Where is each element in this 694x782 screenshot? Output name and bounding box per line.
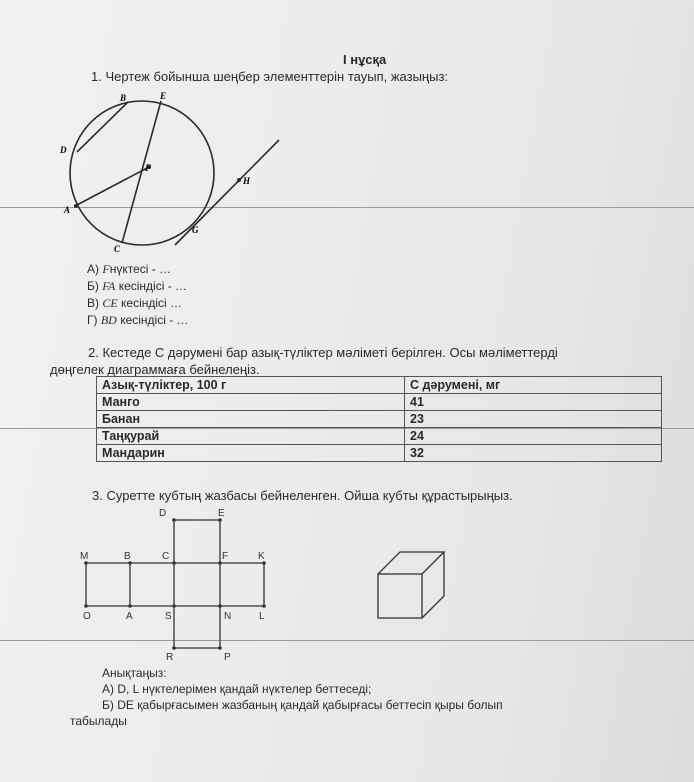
table-cell: 23 bbox=[405, 411, 662, 428]
net-label: S bbox=[165, 611, 172, 622]
task3-item-b: Б) DE қабырғасымен жазбаның қандай қабырғасы беттесіп қыры болып bbox=[102, 698, 503, 712]
table-cell: Мандарин bbox=[97, 445, 405, 462]
net-label: N bbox=[224, 611, 232, 622]
header-cell: С дәрумені, мг bbox=[405, 377, 662, 394]
net-label: O bbox=[83, 611, 91, 622]
point-label: F bbox=[145, 163, 152, 173]
net-label: K bbox=[258, 551, 265, 562]
point-label: C bbox=[114, 244, 121, 254]
net-label: P bbox=[224, 652, 231, 663]
table-cell: Банан bbox=[97, 411, 405, 428]
net-label: C bbox=[162, 551, 170, 562]
table-cell: 32 bbox=[405, 445, 662, 462]
chord-bd bbox=[77, 102, 128, 152]
point-label: D bbox=[60, 145, 67, 155]
task2-question: 2. Кестеде С дәрумені бар азық-түліктер мәліметі берілген. Осы мәліметтерді bbox=[88, 345, 558, 360]
table-row bbox=[97, 445, 662, 462]
header-cell: Азық-түліктер, 100 г bbox=[97, 377, 405, 394]
point-label: A bbox=[64, 205, 71, 215]
table-cell: Манго bbox=[97, 394, 405, 411]
chord-ec bbox=[122, 101, 161, 243]
net-label: R bbox=[166, 652, 174, 663]
table-cell: 41 bbox=[405, 394, 662, 411]
net-label: L bbox=[259, 611, 265, 622]
point-label: G bbox=[192, 225, 199, 235]
task1-question: 1. Чертеж бойынша шеңбер элементтерін тауып, жазыңыз: bbox=[91, 69, 449, 84]
task3-question: 3. Суретте кубтың жазбасы бейнеленген. Ойша кубты құрастырыңыз. bbox=[92, 488, 513, 503]
circle-figure bbox=[55, 86, 295, 258]
table-row bbox=[97, 411, 662, 428]
point-label: H bbox=[243, 176, 251, 186]
cube-drawing bbox=[370, 546, 452, 624]
point-label: E bbox=[160, 91, 167, 101]
variant-title: I нұсқа bbox=[343, 52, 387, 67]
net-label: A bbox=[126, 611, 133, 622]
answer-v: В) CE кесіндісі … bbox=[87, 296, 183, 310]
point-label: B bbox=[120, 93, 127, 103]
task3-item-a: А) D, L нүктелерімен қандай нүктелер беттеседі; bbox=[102, 682, 372, 696]
table-cell: Таңқурай bbox=[97, 428, 405, 445]
net-label: M bbox=[80, 551, 89, 562]
task2-question-cont: дөңгелек диаграммаға бейнелеңіз. bbox=[50, 362, 260, 377]
table-header-row bbox=[97, 377, 662, 394]
task3-item-b-cont: табылады bbox=[70, 714, 127, 728]
answer-a: А) Fнүктесі - … bbox=[87, 262, 172, 276]
net-label: E bbox=[218, 508, 225, 519]
table-cell: 24 bbox=[405, 428, 662, 445]
table-row bbox=[97, 394, 662, 411]
net-label: B bbox=[124, 551, 131, 562]
table-row bbox=[97, 428, 662, 445]
answer-b: Б) FA кесіндісі - … bbox=[87, 279, 188, 293]
determine-label: Анықтаңыз: bbox=[102, 666, 167, 680]
vitamin-c-table bbox=[96, 376, 662, 462]
tangent-line bbox=[175, 140, 279, 245]
net-label: F bbox=[222, 551, 229, 562]
net-label: D bbox=[159, 508, 167, 519]
answer-g: Г) BD кесіндісі - … bbox=[87, 313, 189, 327]
cube-net-figure bbox=[75, 505, 275, 663]
